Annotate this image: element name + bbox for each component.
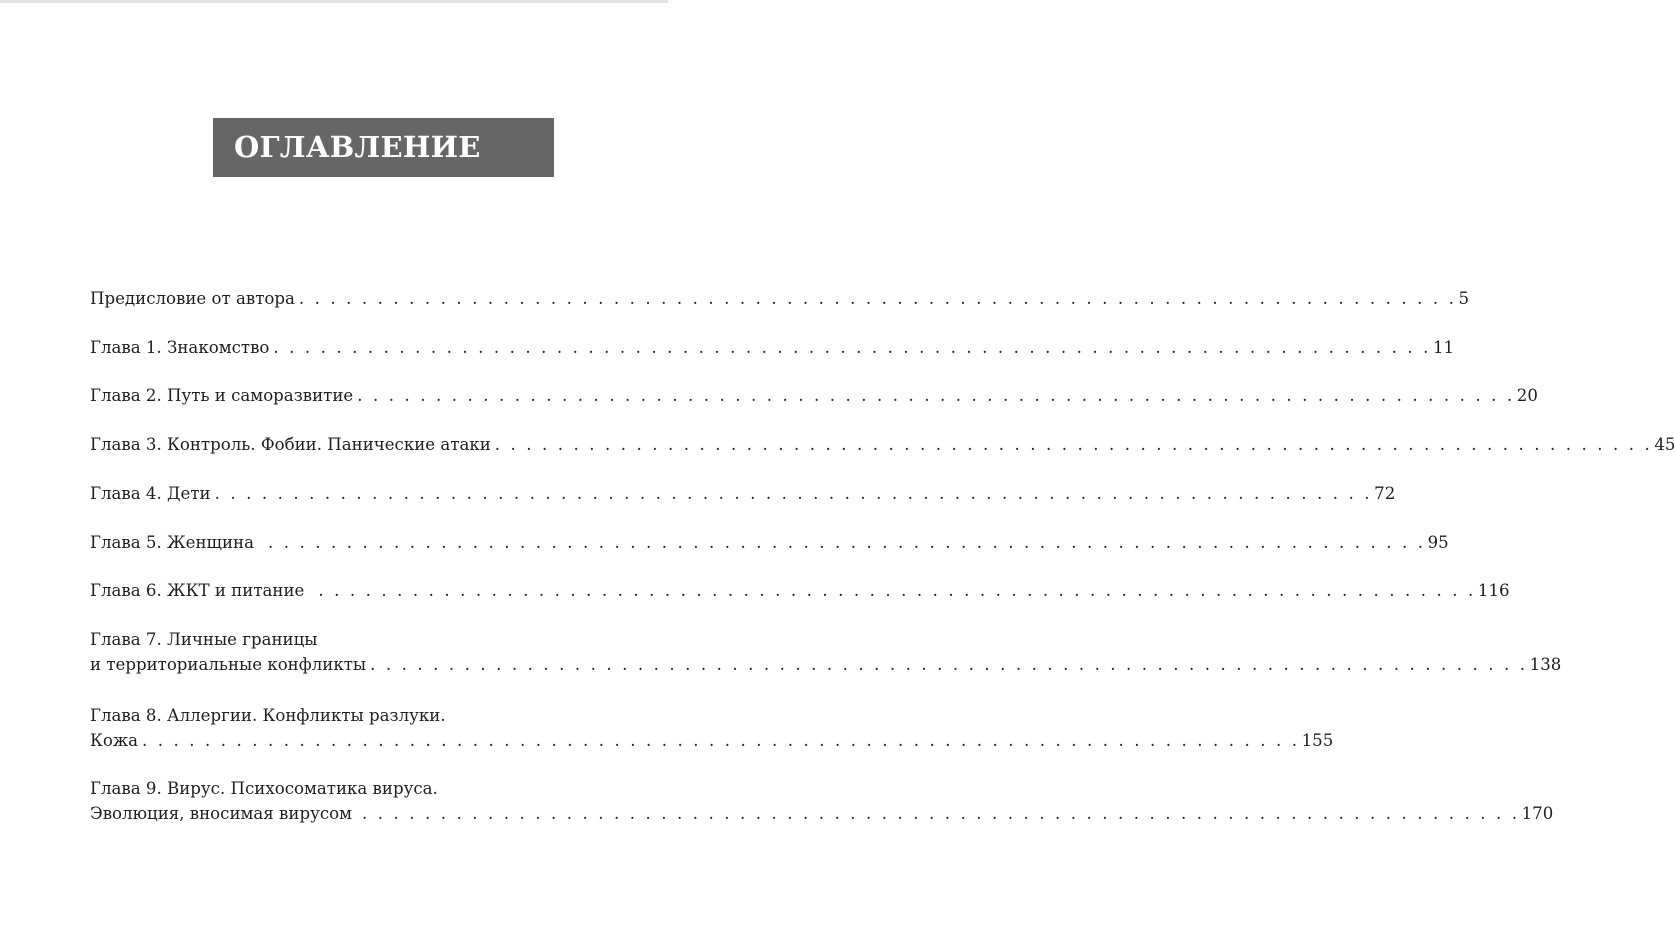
toc-entry-title-continued: Эволюция, вносимая вирусом: [90, 804, 353, 823]
toc-entry-title: Глава 9. Вирус. Психосоматика вируса.: [90, 779, 438, 798]
toc-entry-title: Глава 6. ЖКТ и питание: [90, 581, 305, 600]
page-top-edge: [0, 0, 668, 3]
toc-title: ОГЛАВЛЕНИЕ: [213, 118, 554, 177]
toc-page-number: 170: [1521, 804, 1554, 823]
toc-line: [90, 335, 1455, 360]
toc-page-number: 45: [1654, 435, 1675, 454]
dot-leader: . . . . . . . . . . . . . . . . . . . . . . . . . . . . . . . . . . . . . . . . . . . . . . . . . . . . . . . . . . . . . . . . . . . . . . . . . .: [357, 386, 1515, 405]
toc-entry-title: Глава 4. Дети: [90, 484, 211, 503]
toc-entry-chapter-9[interactable]: [90, 776, 1554, 826]
dot-leader: . . . . . . . . . . . . . . . . . . . . . . . . . . . . . . . . . . . . . . . . . . . . . . . . . . . . . . . . . . . . . . . . . . . . . . . . . .: [273, 338, 1431, 357]
toc-entry-chapter-6[interactable]: [90, 578, 1510, 603]
dot-leader: . . . . . . . . . . . . . . . . . . . . . . . . . . . . . . . . . . . . . . . . . . . . . . . . . . . . . . . . . . . . . . . . . . . . . . . . . .: [142, 731, 1300, 750]
toc-entry-preface[interactable]: [90, 286, 1470, 311]
toc-line: [90, 652, 1562, 677]
toc-page-number: 5: [1458, 289, 1470, 308]
dot-leader: . . . . . . . . . . . . . . . . . . . . . . . . . . . . . . . . . . . . . . . . . . . . . . . . . . . . . . . . . . . . . . . . . . . . . . . . . .: [370, 655, 1528, 674]
toc-entry-title: Глава 7. Личные границы: [90, 630, 318, 649]
toc-line: [90, 703, 554, 728]
toc-line: [90, 776, 554, 801]
toc-page-number: 155: [1301, 731, 1334, 750]
toc-page-number: 11: [1432, 338, 1455, 357]
toc-entry-title-continued: и территориальные конфликты: [90, 655, 367, 674]
toc-line: [90, 432, 1675, 457]
toc-line: [90, 383, 1538, 408]
toc-page-number: 95: [1427, 533, 1449, 552]
toc-line: [90, 801, 1554, 826]
toc-entry-title: Глава 3. Контроль. Фобии. Панические атаки: [90, 435, 491, 454]
dot-leader: . . . . . . . . . . . . . . . . . . . . . . . . . . . . . . . . . . . . . . . . . . . . . . . . . . . . . . . . . . . . . . . . . . . . . . . . . .: [298, 289, 1457, 308]
toc-entry-chapter-5[interactable]: [90, 530, 1449, 555]
dot-leader: . . . . . . . . . . . . . . . . . . . . . . . . . . . . . . . . . . . . . . . . . . . . . . . . . . . . . . . . . . . . . . . . . . . . . . . . . .: [318, 581, 1476, 600]
toc-page-number: 72: [1374, 484, 1396, 503]
toc-line: [90, 627, 554, 652]
toc-entry-chapter-1[interactable]: [90, 335, 1455, 360]
toc-line: [90, 481, 1396, 506]
dot-leader: . . . . . . . . . . . . . . . . . . . . . . . . . . . . . . . . . . . . . . . . . . . . . . . . . . . . . . . . . . . . . . . . . . . . . . . . . .: [494, 435, 1653, 454]
toc-entry-chapter-4[interactable]: [90, 481, 1396, 506]
toc-entry-chapter-7[interactable]: [90, 627, 1562, 677]
dot-leader: . . . . . . . . . . . . . . . . . . . . . . . . . . . . . . . . . . . . . . . . . . . . . . . . . . . . . . . . . . . . . . . . . . . . . . . . . .: [268, 533, 1426, 552]
toc-page-number: 20: [1516, 386, 1538, 405]
toc-entry-chapter-2[interactable]: [90, 383, 1538, 408]
toc-entry-title-continued: Кожа: [90, 731, 138, 750]
toc-line: [90, 530, 1449, 555]
toc-line: [90, 578, 1510, 603]
toc-page-number: 116: [1477, 581, 1510, 600]
toc-entry-title: Глава 2. Путь и саморазвитие: [90, 386, 354, 405]
toc-entry-title: Глава 1. Знакомство: [90, 338, 270, 357]
toc-line: [90, 728, 1334, 753]
toc-entry-title: Предисловие от автора: [90, 289, 295, 308]
dot-leader: . . . . . . . . . . . . . . . . . . . . . . . . . . . . . . . . . . . . . . . . . . . . . . . . . . . . . . . . . . . . . . . . . . . . . . . . . .: [214, 484, 1373, 503]
toc-entry-title: Глава 8. Аллергии. Конфликты разлуки.: [90, 706, 446, 725]
toc-line: [90, 286, 1470, 311]
toc-entry-chapter-3[interactable]: [90, 432, 1675, 457]
toc-page-number: 138: [1529, 655, 1562, 674]
toc-entry-chapter-8[interactable]: [90, 703, 1334, 753]
dot-leader: . . . . . . . . . . . . . . . . . . . . . . . . . . . . . . . . . . . . . . . . . . . . . . . . . . . . . . . . . . . . . . . . . . . . . . . . . .: [362, 804, 1520, 823]
toc-entry-title: Глава 5. Женщина: [90, 533, 255, 552]
